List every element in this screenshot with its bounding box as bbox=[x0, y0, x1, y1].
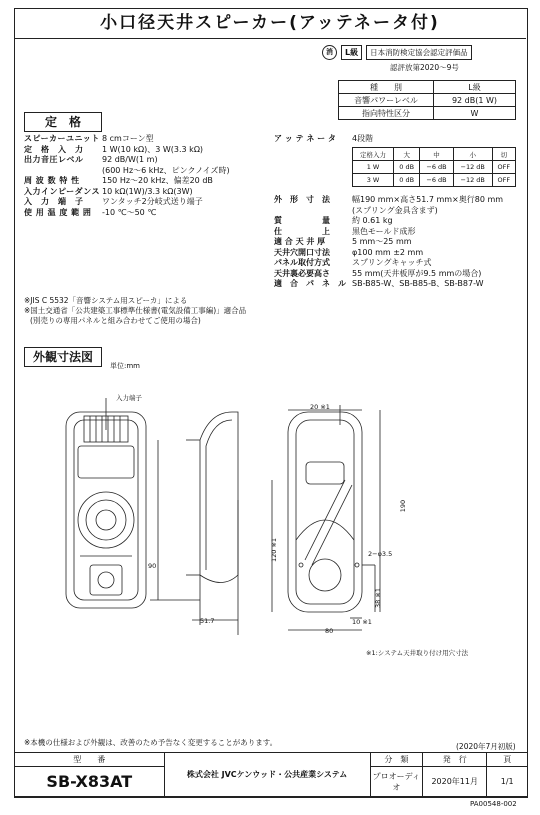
issue-value: 2020年11月 bbox=[423, 767, 487, 797]
doc-code: PA00548-002 bbox=[470, 800, 517, 808]
spec-label: 外 形 寸 法 bbox=[274, 195, 330, 204]
class-label: 分 類 bbox=[370, 753, 422, 767]
power-val: 92 dB(1 W) bbox=[434, 94, 516, 107]
att-cell: 3 W bbox=[353, 174, 394, 187]
model-label: 型 番 bbox=[15, 753, 165, 767]
spec-value: (スプリング金具含まず) bbox=[352, 205, 438, 215]
cert-number: 認評放第2020〜9号 bbox=[390, 63, 459, 72]
spec-label: 天井裏必要高さ bbox=[274, 268, 330, 278]
footer-table bbox=[14, 752, 528, 797]
side-view bbox=[150, 412, 238, 635]
dim-38: 38 ※1 bbox=[373, 588, 382, 608]
att-cell: 0 dB bbox=[394, 174, 420, 187]
spec-value: φ100 mm ±2 mm bbox=[352, 247, 424, 257]
spec-value: 幅190 mm×高さ51.7 mm×奥行80 mm bbox=[352, 195, 504, 204]
spec-value: 150 Hz〜20 kHz、偏差20 dB bbox=[102, 176, 213, 185]
spec-value: ワンタッチ2分岐式送り端子 bbox=[102, 197, 203, 206]
spec-label: 適 合 天 井 厚 bbox=[274, 237, 326, 246]
spec-label: 使 用 温 度 範 囲 bbox=[24, 207, 92, 217]
att-head: 切 bbox=[492, 148, 515, 161]
attenuator-label: ア ッ テ ネ ー タ bbox=[274, 134, 336, 143]
page-title: 小口径天井スピーカー(アッテネータ付) bbox=[14, 8, 526, 39]
class-value: プロオーディオ bbox=[370, 767, 422, 797]
spec-label: スピーカーユニット bbox=[24, 134, 100, 143]
dim-90: 90 bbox=[148, 562, 157, 570]
att-cell: −12 dB bbox=[453, 174, 492, 187]
spec-label: 入 力 端 子 bbox=[24, 197, 84, 206]
page-value: 1/1 bbox=[487, 767, 528, 797]
att-cell: −6 dB bbox=[420, 161, 453, 174]
att-head: 小 bbox=[453, 148, 492, 161]
cert-label: 日本消防検定協会認定評価品 bbox=[366, 45, 472, 60]
dim-footnote: ※1:システム天井取り付け用穴寸法 bbox=[366, 649, 469, 657]
att-head: 大 bbox=[394, 148, 420, 161]
dim-51-7: 51.7 bbox=[200, 617, 215, 625]
directivity-val: W bbox=[434, 107, 516, 120]
directivity-key: 指向特性区分 bbox=[339, 107, 434, 120]
spec-value: 5 mm〜25 mm bbox=[352, 237, 412, 246]
dim-120: 120 ※1 bbox=[270, 537, 279, 563]
spec-value: 1 W(10 kΩ)、3 W(3.3 kΩ) bbox=[102, 144, 204, 154]
spec-value: 8 cmコーン型 bbox=[102, 134, 154, 143]
note-line: ※JIS C 5532「音響システム用スピーカ」による bbox=[24, 296, 188, 305]
spec-label: 入力インピーダンス bbox=[24, 186, 101, 196]
dim-10: 10 ※1 bbox=[352, 618, 372, 626]
front-view bbox=[66, 398, 146, 608]
spec-value: (600 Hz〜6 kHz、ピンクノイズ時) bbox=[102, 165, 230, 175]
spec-value: 10 kΩ(1W)/3.3 kΩ(3W) bbox=[102, 186, 193, 196]
spec-heading: 定 格 bbox=[24, 112, 102, 132]
spec-value: 黒色モールド成形 bbox=[352, 226, 416, 236]
spec-label: 定 格 入 力 bbox=[24, 144, 84, 154]
spec-label: 適 合 パ ネ ル bbox=[274, 279, 346, 288]
att-cell: −12 dB bbox=[453, 161, 492, 174]
spec-label: 仕 上 bbox=[274, 226, 330, 236]
model-number: SB-X83AT bbox=[15, 767, 165, 797]
spec-value: SB-B85-W、SB-B85-B、SB-B87-W bbox=[352, 279, 484, 288]
dim-20: 20 ※1 bbox=[310, 403, 330, 411]
attenuator-value: 4段階 bbox=[352, 134, 374, 143]
att-cell: 0 dB bbox=[394, 161, 420, 174]
spec-value: 55 mm(天井板厚が9.5 mmの場合) bbox=[352, 268, 482, 278]
att-cell: −6 dB bbox=[420, 174, 453, 187]
att-cell: OFF bbox=[492, 161, 515, 174]
note-line: ※国土交通省「公共建築工事標準仕様書(電気設備工事編)」適合品 bbox=[24, 306, 247, 315]
spec-label: 周 波 数 特 性 bbox=[24, 176, 80, 185]
page-label: 頁 bbox=[487, 753, 528, 767]
spec-value: 約 0.61 kg bbox=[352, 216, 393, 225]
dims-heading: 外観寸法図 bbox=[24, 347, 102, 367]
att-head: 中 bbox=[420, 148, 453, 161]
issue-label: 発 行 bbox=[423, 753, 487, 767]
note-line: (別売りの専用パネルと組み合わせてご使用の場合) bbox=[30, 316, 201, 325]
dim-80: 80 bbox=[325, 627, 334, 635]
spec-value: 92 dB/W(1 m) bbox=[102, 155, 158, 164]
spec-label: パネル取付方式 bbox=[274, 258, 330, 267]
cert-class: L級 bbox=[341, 45, 362, 60]
company-name: 株式会社 JVCケンウッド・公共産業システム bbox=[164, 753, 370, 797]
att-cell: 1 W bbox=[353, 161, 394, 174]
input-terminal-label: 入力端子 bbox=[116, 394, 142, 402]
att-cell: OFF bbox=[492, 174, 515, 187]
spec-label: 出力音圧レベル bbox=[24, 155, 84, 164]
edition: (2020年7月初版) bbox=[456, 742, 516, 751]
dim-hole: 2−φ3.5 bbox=[368, 550, 393, 558]
fire-cert-mark-icon: 消 bbox=[322, 45, 337, 60]
spec-value: -10 ℃〜50 ℃ bbox=[102, 207, 157, 217]
class-key: 種 別 bbox=[339, 81, 434, 94]
att-head: 定格入力 bbox=[353, 148, 394, 161]
spec-label: 質 量 bbox=[274, 216, 330, 225]
class-val: L級 bbox=[434, 81, 516, 94]
unit-label: 単位:mm bbox=[110, 362, 140, 370]
spec-value: スプリングキャッチ式 bbox=[352, 258, 432, 267]
disclaimer: ※本機の仕様および外観は、改善のため予告なく変更することがあります。 bbox=[24, 738, 278, 747]
dim-190: 190 bbox=[399, 499, 408, 513]
rear-view bbox=[272, 405, 380, 630]
power-key: 音響パワーレベル bbox=[339, 94, 434, 107]
spec-label: 天井穴開口寸法 bbox=[274, 247, 330, 257]
